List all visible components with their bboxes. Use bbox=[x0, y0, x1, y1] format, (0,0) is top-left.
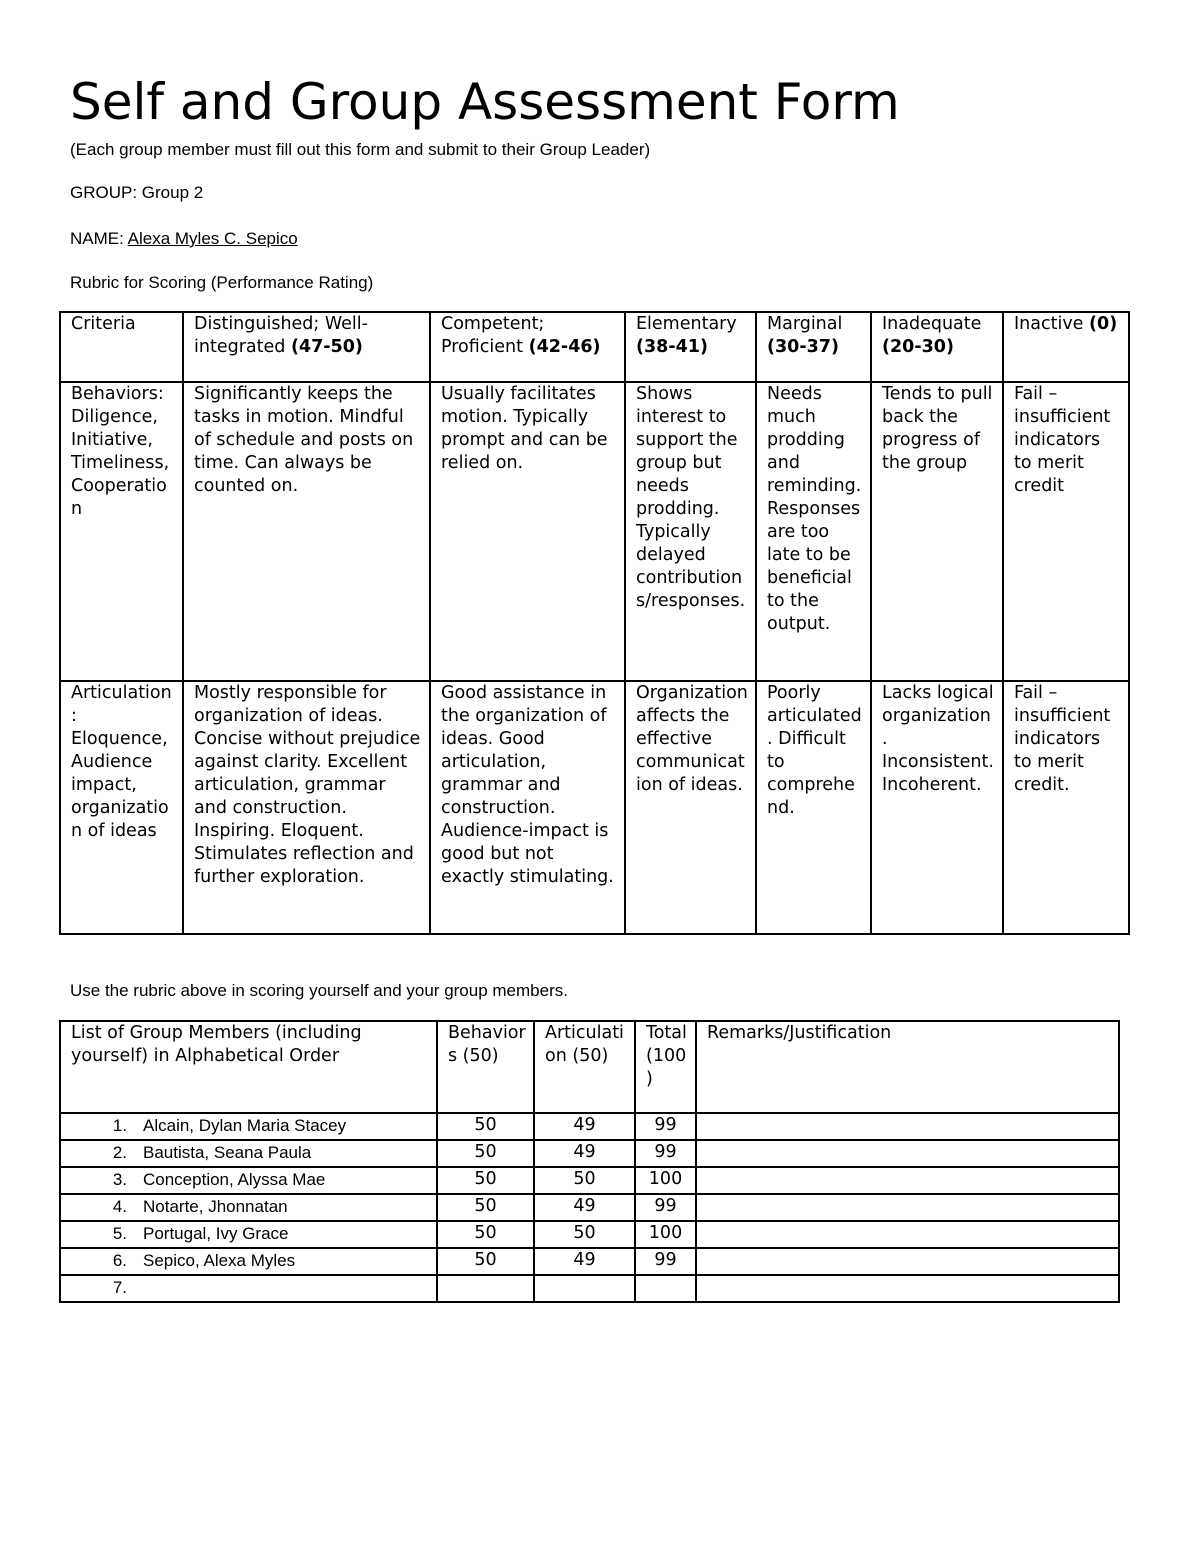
remarks-cell bbox=[696, 1194, 1119, 1221]
header-members: List of Group Members (including yourself) in Alphabetical Order bbox=[60, 1021, 437, 1113]
member-name-cell: 5. Portugal, Ivy Grace bbox=[60, 1221, 437, 1248]
rubric-cell: Needs much prodding and reminding. Responses are too late to be beneficial to the output. bbox=[756, 382, 871, 681]
total-score: 99 bbox=[635, 1194, 696, 1221]
form-subtitle: (Each group member must fill out this form and submit to their Group Leader) bbox=[70, 140, 651, 159]
header-remarks: Remarks/Justification bbox=[696, 1021, 1119, 1113]
table-row bbox=[60, 1275, 1119, 1302]
total-score: 99 bbox=[635, 1248, 696, 1275]
name-label: NAME: bbox=[70, 229, 124, 248]
rubric-criteria-cell: Articulation: Eloquence, Audience impact, organization of ideas bbox=[60, 681, 183, 934]
articulation-score: 50 bbox=[534, 1167, 635, 1194]
rubric-header-row bbox=[60, 312, 1129, 382]
rubric-header-inadequate: Inadequate (20-30) bbox=[871, 312, 1003, 382]
table-row bbox=[60, 1194, 1119, 1221]
total-score: 99 bbox=[635, 1140, 696, 1167]
rubric-header-marginal: Marginal (30-37) bbox=[756, 312, 871, 382]
rubric-header-elementary: Elementary (38-41) bbox=[625, 312, 756, 382]
remarks-cell bbox=[696, 1113, 1119, 1140]
articulation-score: 49 bbox=[534, 1194, 635, 1221]
remarks-cell bbox=[696, 1275, 1119, 1302]
member-scores-table bbox=[59, 1020, 1120, 1303]
header-total: Total (100) bbox=[635, 1021, 696, 1113]
rubric-cell: Lacks logical organization. Inconsistent. Incoherent. bbox=[871, 681, 1003, 934]
remarks-cell bbox=[696, 1221, 1119, 1248]
table-row bbox=[60, 1167, 1119, 1194]
rubric-cell: Good assistance in the organization of ideas. Good articulation, grammar and construction. Audience-impact is good but not exactly stimulating. bbox=[430, 681, 625, 934]
behaviors-score: 50 bbox=[437, 1113, 534, 1140]
total-score bbox=[635, 1275, 696, 1302]
behaviors-score: 50 bbox=[437, 1221, 534, 1248]
member-name-cell: 7. bbox=[60, 1275, 437, 1302]
total-score: 99 bbox=[635, 1113, 696, 1140]
rubric-header-competent: Competent; Proficient (42-46) bbox=[430, 312, 625, 382]
group-field bbox=[70, 182, 203, 204]
member-name-cell: 1. Alcain, Dylan Maria Stacey bbox=[60, 1113, 437, 1140]
rubric-header-distinguished: Distinguished; Well-integrated (47-50) bbox=[183, 312, 430, 382]
header-articulation: Articulation (50) bbox=[534, 1021, 635, 1113]
rubric-header-criteria: Criteria bbox=[60, 312, 183, 382]
table-row bbox=[60, 1248, 1119, 1275]
member-name-cell: 2. Bautista, Seana Paula bbox=[60, 1140, 437, 1167]
remarks-cell bbox=[696, 1167, 1119, 1194]
behaviors-score: 50 bbox=[437, 1140, 534, 1167]
rubric-header-inactive: Inactive (0) bbox=[1003, 312, 1129, 382]
rubric-cell: Fail – insufficient indicators to merit credit bbox=[1003, 382, 1129, 681]
behaviors-score bbox=[437, 1275, 534, 1302]
member-name-cell: 3. Conception, Alyssa Mae bbox=[60, 1167, 437, 1194]
name-value: Alexa Myles C. Sepico bbox=[127, 229, 298, 248]
rubric-row-articulation bbox=[60, 681, 1129, 934]
rubric-table bbox=[59, 311, 1130, 935]
rubric-cell: Fail – insufficient indicators to merit credit. bbox=[1003, 681, 1129, 934]
articulation-score: 49 bbox=[534, 1113, 635, 1140]
member-name-cell: 4. Notarte, Jhonnatan bbox=[60, 1194, 437, 1221]
rubric-row-behaviors bbox=[60, 382, 1129, 681]
rubric-cell: Usually facilitates motion. Typically prompt and can be relied on. bbox=[430, 382, 625, 681]
form-title: Self and Group Assessment Form bbox=[70, 73, 900, 131]
table-row bbox=[60, 1113, 1119, 1140]
total-score: 100 bbox=[635, 1167, 696, 1194]
articulation-score: 50 bbox=[534, 1221, 635, 1248]
remarks-cell bbox=[696, 1248, 1119, 1275]
scoring-instruction: Use the rubric above in scoring yourself and your group members. bbox=[70, 981, 568, 1000]
rubric-heading: Rubric for Scoring (Performance Rating) bbox=[70, 273, 374, 292]
scores-header-row bbox=[60, 1021, 1119, 1113]
member-name-cell: 6. Sepico, Alexa Myles bbox=[60, 1248, 437, 1275]
table-row bbox=[60, 1221, 1119, 1248]
rubric-cell: Organization affects the effective communication of ideas. bbox=[625, 681, 756, 934]
rubric-cell: Poorly articulated. Difficult to comprehend. bbox=[756, 681, 871, 934]
rubric-cell: Mostly responsible for organization of ideas. Concise without prejudice against clarity. Excellent articulation, grammar and construction. Inspiring. Eloquent. Stimulates reflection and further exploration. bbox=[183, 681, 430, 934]
header-behaviors: Behaviors (50) bbox=[437, 1021, 534, 1113]
name-field bbox=[70, 228, 298, 250]
total-score: 100 bbox=[635, 1221, 696, 1248]
rubric-cell: Tends to pull back the progress of the group bbox=[871, 382, 1003, 681]
group-label: GROUP: bbox=[70, 183, 138, 202]
table-row bbox=[60, 1140, 1119, 1167]
behaviors-score: 50 bbox=[437, 1194, 534, 1221]
group-value: Group 2 bbox=[141, 183, 204, 202]
articulation-score: 49 bbox=[534, 1140, 635, 1167]
behaviors-score: 50 bbox=[437, 1167, 534, 1194]
rubric-criteria-cell: Behaviors: Diligence, Initiative, Timeliness, Cooperation bbox=[60, 382, 183, 681]
rubric-cell: Significantly keeps the tasks in motion. Mindful of schedule and posts on time. Can always be counted on. bbox=[183, 382, 430, 681]
behaviors-score: 50 bbox=[437, 1248, 534, 1275]
rubric-cell: Shows interest to support the group but needs prodding. Typically delayed contributions/responses. bbox=[625, 382, 756, 681]
remarks-cell bbox=[696, 1140, 1119, 1167]
articulation-score bbox=[534, 1275, 635, 1302]
articulation-score: 49 bbox=[534, 1248, 635, 1275]
